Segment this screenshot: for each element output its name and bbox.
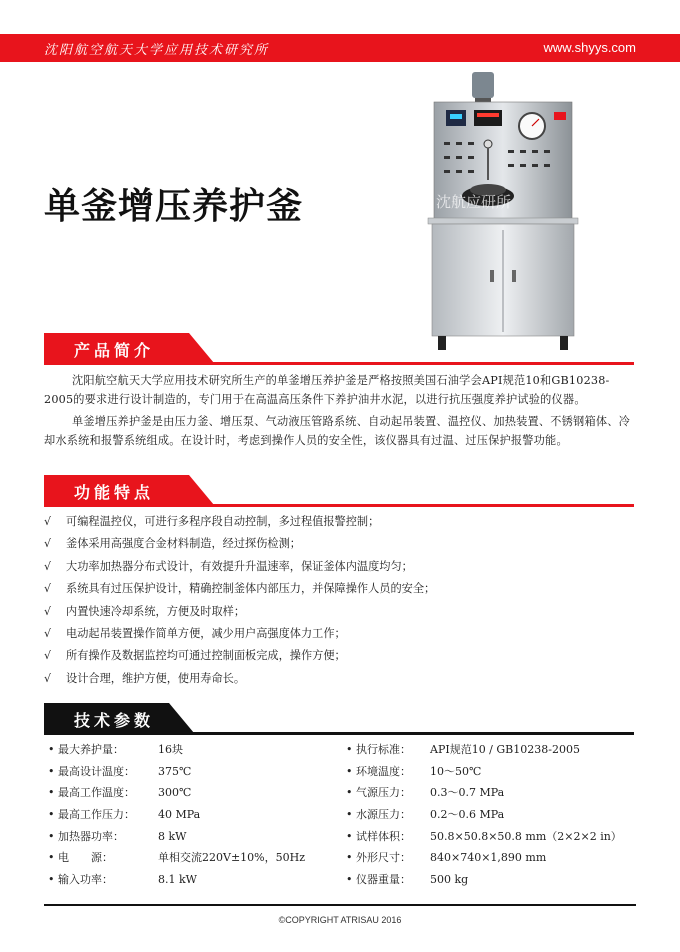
spec-value: 单相交流220V±10%，50Hz [158,851,305,865]
spec-key: 最高设计温度： [58,764,135,778]
feature-text: 内置快速冷却系统，方便及时取样； [66,604,246,618]
spec-row: • 最高工作温度： 300℃ [46,783,346,805]
check-icon: √ [44,671,52,685]
spec-key: 外形尺寸： [356,851,411,865]
spec-row: • 执行标准： API规范10 / GB10238-2005 [344,740,644,762]
intro-paragraph-2: 单釜增压养护釜是由压力釜、增压泵、气动液压管路系统、自动起吊装置、温控仪、加热装置、不锈钢箱体、冷却水系统和报警系统组成。在设计时，考虑到操作人员的安全性，该仪器具有过温、过压保护报警功能。 [44,415,630,447]
check-icon: √ [44,515,52,528]
spec-value: 500 kg [430,873,469,887]
check-icon: √ [44,649,52,663]
spec-value: 50.8×50.8×50.8 mm（2×2×2 in） [430,829,622,843]
spec-row: • 仪器重量： 500 kg [344,870,644,892]
check-icon: √ [44,582,52,596]
feature-text: 设计合理，维护方便，使用寿命长。 [66,671,246,685]
spec-row: • 水源压力： 0.2～0.6 MPa [344,805,644,827]
curing-chamber-machine-icon [418,70,588,355]
spec-row: • 气源压力： 0.3～0.7 MPa [344,783,644,805]
spec-row: • 最大养护量： 16块 [46,740,346,762]
copyright: ©COPYRIGHT ATRISAU 2016 [278,915,402,925]
spec-row: • 输入功率： 8.1 kW [46,870,346,892]
spec-key: 试样体积： [356,829,411,843]
spec-value: API规范10 / GB10238-2005 [430,743,580,756]
spec-value: 10～50℃ [430,764,482,778]
spec-row: • 最高工作压力： 40 MPa [46,805,346,827]
spec-value: 16块 [158,743,183,756]
website-link[interactable]: www.shyys.com [543,40,636,55]
spec-key: 执行标准： [356,743,411,756]
spec-key: 水源压力： [356,808,411,822]
footer-divider [44,904,636,906]
list-item [44,579,636,601]
spec-value: 300℃ [158,786,192,800]
spec-value: 40 MPa [158,808,201,822]
spec-key: 输入功率： [58,873,113,887]
spec-key: 电 源： [58,851,113,865]
intro-paragraph-1: 沈阳航空航天大学应用技术研究所生产的单釜增压养护釜是严格按照美国石油学会API规范10和GB10238-2005的要求进行设计制造的，专门用于在高温高压条件下养护油井水泥，以进行抗压强度养护试验的仪器。 [44,374,610,406]
feature-list [44,512,636,691]
spec-key: 加热器功率： [58,829,124,843]
section-features-label: 功能特点 [74,483,155,502]
list-item [44,602,636,624]
spec-row: • 试样体积： 50.8×50.8×50.8 mm（2×2×2 in） [344,827,644,849]
watermark: 沈航应研所 [436,193,512,211]
spec-value: 375℃ [158,764,192,778]
spec-key: 最高工作温度： [58,786,135,800]
check-icon: √ [44,626,52,640]
spec-key: 仪器重量： [356,873,411,887]
feature-text: 电动起吊装置操作简单方便，减少用户高强度体力工作； [66,626,346,640]
section-specs-header [44,703,634,735]
org-name: 沈阳航空航天大学应用技术研究所 [44,43,270,58]
section-intro-label: 产品简介 [74,341,155,360]
feature-text: 大功率加热器分布式设计，有效提升升温速率，保证釜体内温度均匀； [66,559,413,573]
list-item [44,624,636,646]
spec-value: 0.2～0.6 MPa [430,808,505,822]
spec-key: 气源压力： [356,786,411,800]
page-title: 单釜增压养护釜 [44,186,304,227]
check-icon: √ [44,604,52,618]
spec-value: 8.1 kW [158,873,197,887]
spec-row: • 外形尺寸： 840×740×1,890 mm [344,848,644,870]
check-icon: √ [44,559,52,573]
spec-key: 最大养护量： [58,743,124,756]
spec-key: 最高工作压力： [58,808,135,822]
spec-row: • 电 源： 单相交流220V±10%，50Hz [46,848,346,870]
list-item [44,512,636,534]
spec-value: 8 kW [158,829,187,843]
spec-row: • 最高设计温度： 375℃ [46,762,346,784]
section-features-header [44,475,634,507]
feature-text: 釜体采用高强度合金材料制造，经过探伤检测； [66,537,301,551]
list-item [44,646,636,668]
feature-text: 所有操作及数据监控均可通过控制面板完成，操作方便； [66,649,346,663]
list-item [44,669,636,691]
spec-row: • 环境温度： 10～50℃ [344,762,644,784]
header-bar [0,34,680,62]
spec-value: 840×740×1,890 mm [430,851,547,865]
feature-text: 系统具有过压保护设计，精确控制釜体内部压力，并保障操作人员的安全； [66,582,436,596]
section-specs-label: 技术参数 [74,711,155,730]
specs-left-column [46,740,346,892]
feature-text: 可编程温控仪，可进行多程序段自动控制，多过程值报警控制； [66,515,380,528]
list-item [44,557,636,579]
list-item [44,534,636,556]
check-icon: √ [44,537,52,551]
spec-row: • 加热器功率： 8 kW [46,827,346,849]
specs-right-column [344,740,644,892]
spec-key: 环境温度： [356,764,411,778]
section-intro-header [44,333,634,365]
spec-value: 0.3～0.7 MPa [430,786,505,800]
